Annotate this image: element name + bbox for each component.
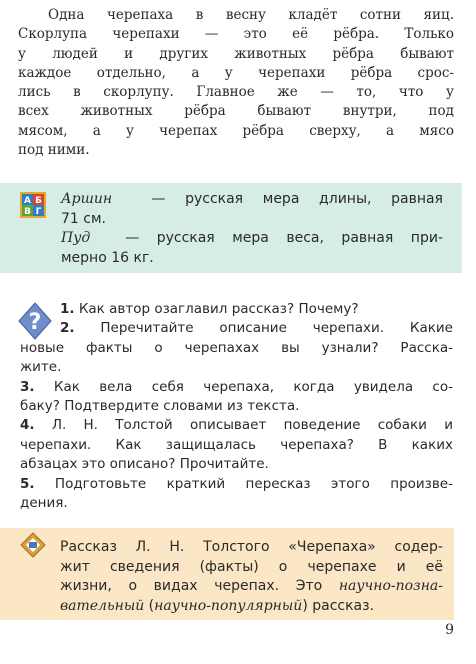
dictionary-definition-cont: мерно 16 кг.: [61, 249, 154, 266]
story-line: Одна черепаха в весну кладёт сотни яиц.: [48, 7, 454, 23]
dictionary-term: Аршин: [61, 191, 113, 207]
summary-text: [60, 538, 443, 616]
summary-line: вательный (научно-популярный) рассказ.: [60, 597, 375, 614]
page-number: 9: [445, 622, 454, 638]
question-item: 5. Подготовьте краткий пересказ этого произве-: [20, 475, 453, 492]
summary-line: жизни, о видах черепах. Это научно-позна-: [60, 578, 443, 594]
story-line: Скорлупа черепахи — это её рёбра. Только: [18, 26, 454, 43]
svg-text:Б: Б: [35, 196, 42, 206]
question-line: баку? Подтвердите словами из текста.: [20, 398, 300, 415]
dictionary-definitions: [61, 190, 443, 268]
question-line: дения.: [20, 495, 68, 512]
question-line: жите.: [20, 359, 62, 376]
question-item: 2. Перечитайте описание черепахи. Какие: [60, 320, 453, 337]
questions-list: [20, 300, 453, 513]
dictionary-definition: — русская мера веса, равная при-: [125, 230, 443, 246]
story-line: у людей и других животных рёбра бывают: [18, 45, 454, 62]
story-paragraph: [18, 6, 454, 160]
question-line: черепахи. Как защищалась черепаха? В каких: [20, 436, 453, 453]
story-line: всех животных рёбра бывают внутри, под: [18, 103, 454, 120]
question-item: 4. Л. Н. Толстой описывает поведение собаки и: [20, 417, 453, 434]
story-line: каждое отдельно, а у черепахи рёбра срос-: [18, 64, 454, 81]
story-line: под ними.: [18, 142, 90, 159]
book-diamond-icon: [20, 532, 46, 558]
dictionary-term: Пуд: [61, 230, 91, 246]
question-item: 3. Как вела себя черепаха, когда увидела со-: [20, 378, 453, 395]
dictionary-entry-arshin: [61, 190, 443, 210]
svg-text:В: В: [24, 207, 31, 217]
summary-line: Рассказ Л. Н. Толстого «Черепаха» содер-: [60, 539, 443, 555]
question-line: новые факты о черепахах вы узнали? Расска-: [20, 339, 453, 356]
svg-text:А: А: [24, 196, 31, 206]
svg-text:Г: Г: [35, 207, 42, 217]
summary-line: жит сведения (факты) о черепахе и её: [60, 558, 443, 575]
question-item: 1. Как автор озаглавил рассказ? Почему?: [60, 301, 359, 317]
story-line: лись в скорлупу. Главное же — то, что у: [18, 84, 454, 101]
svg-text:?: ?: [28, 310, 42, 335]
dictionary-abc-icon: [20, 192, 46, 218]
question-line: абзацах это описано? Прочитайте.: [20, 456, 269, 473]
dictionary-definition-cont: 71 см.: [61, 210, 106, 227]
story-line: мясом, а у черепах рёбра сверху, а мясо: [18, 122, 454, 139]
dictionary-entry-pud: [61, 229, 443, 249]
dictionary-definition: — русская мера длины, равная: [151, 191, 443, 207]
